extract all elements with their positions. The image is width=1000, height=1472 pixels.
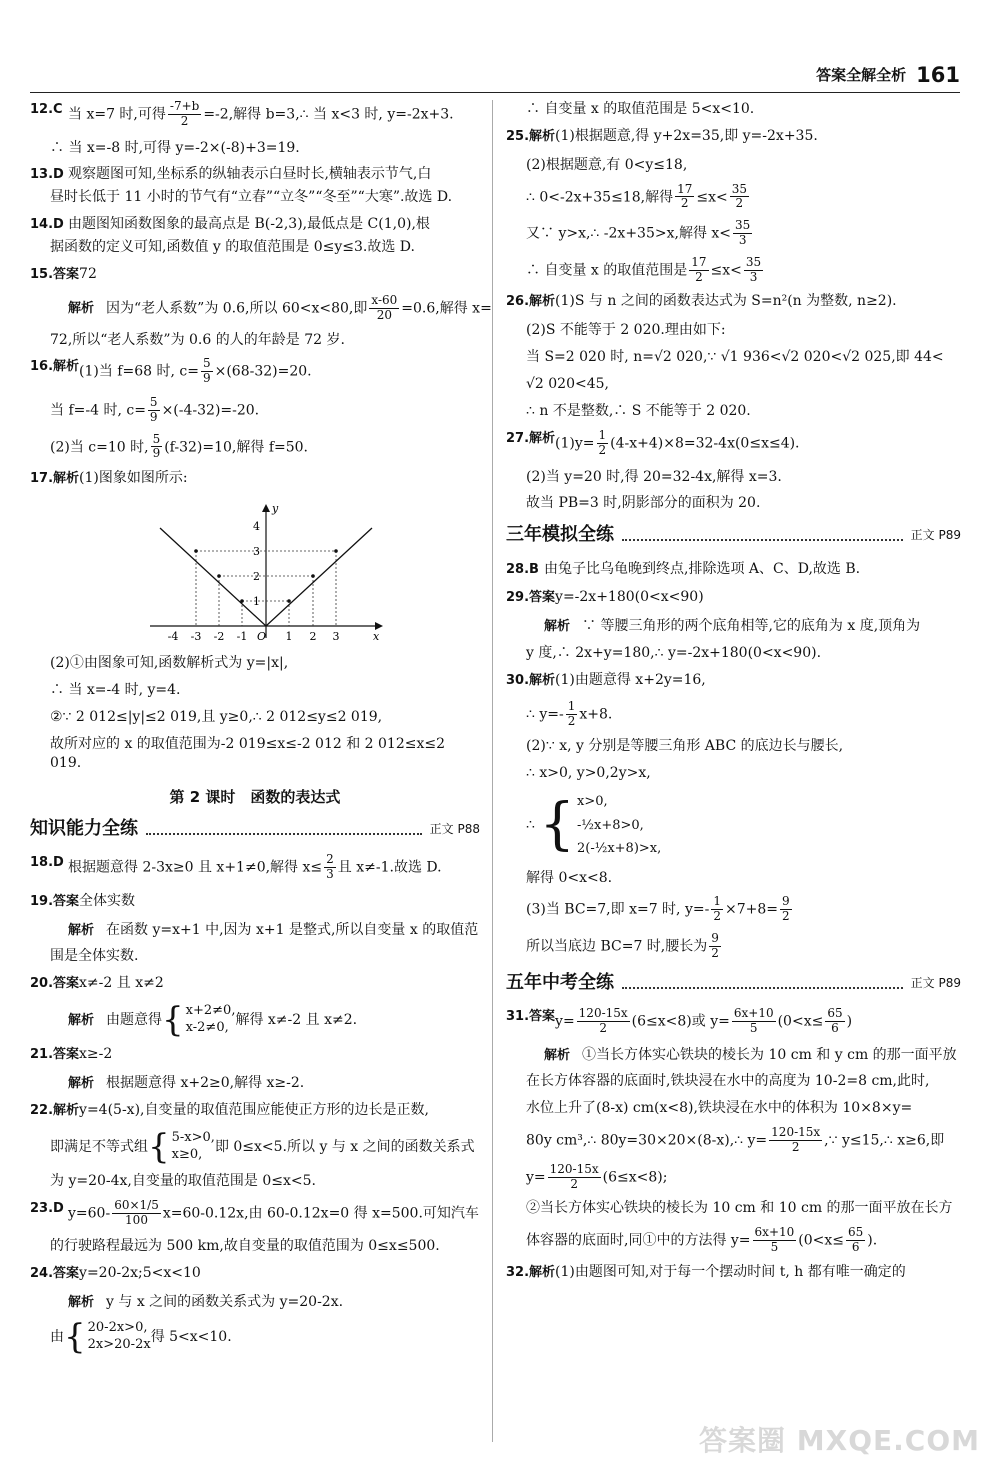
question-13 xyxy=(30,165,480,184)
text: ×(-4-32)=-20. xyxy=(161,402,260,419)
inequality-system: { 20-2x>0, 2x>20-2x xyxy=(64,1317,151,1358)
text-line: y=4(5-x),自变量的取值范围应能使正方形的边长是正数, xyxy=(79,1102,429,1119)
section-heading-text: 五年中考全练 xyxy=(506,971,614,993)
text: (6≤x<8)或 y= xyxy=(631,1013,730,1030)
fraction xyxy=(744,256,763,285)
question-number: 28.B xyxy=(506,561,539,577)
numerator: 1 xyxy=(713,894,721,909)
system-row: x+2≠0, xyxy=(185,1003,236,1019)
text-line xyxy=(30,1317,480,1358)
x-tick-label: -3 xyxy=(190,630,202,644)
column-divider xyxy=(492,100,493,1442)
text: ). xyxy=(867,1232,878,1249)
analysis-line xyxy=(506,1046,961,1065)
section-heading xyxy=(506,971,961,995)
text-line: (1)由题意得 x+2y=16, xyxy=(555,672,706,689)
x-tick-label: 1 xyxy=(285,630,293,644)
question-number: 15.答案 xyxy=(30,267,80,283)
fraction xyxy=(711,895,723,924)
denominator: 5 xyxy=(749,1020,758,1035)
text: 所以当底边 BC=7 时,腰长为 xyxy=(526,938,708,955)
text-line: 昼时长低于 11 小时的节气有“立春”“立冬”“冬至”“大寒”.故选 D. xyxy=(50,189,453,206)
text-line: ∴ n 不是整数,∴ S 不能等于 2 020. xyxy=(526,403,751,420)
text-line xyxy=(30,396,480,425)
numerator: 35 xyxy=(731,181,747,196)
text-line: 故所对应的 x 的取值范围为-2 019≤x≤-2 012 和 2 012≤x≤2 019. xyxy=(50,735,446,771)
text: 且 x≠-1.故选 D. xyxy=(337,859,442,876)
text: 80y cm³,∴ 80y=30×20×(8-x),∴ y= xyxy=(526,1132,768,1149)
fraction xyxy=(112,1199,161,1228)
question-number: 13.D xyxy=(30,167,64,183)
text: y= xyxy=(526,1169,546,1186)
text: 由 xyxy=(50,1329,64,1346)
numerator: 65 xyxy=(827,1005,843,1020)
question-20 xyxy=(30,974,480,993)
text: (4-x+4)×8=32-4x(0≤x≤4). xyxy=(610,435,800,452)
question-number: 14.D xyxy=(30,217,64,233)
text-line: √2 020<45, xyxy=(526,376,609,393)
analysis-tag: 解析 xyxy=(544,1047,571,1063)
text: ,∵ y≤15,∴ x≥6,即 xyxy=(824,1132,945,1149)
equation-system: { x+2≠0, x-2≠0, xyxy=(162,1000,236,1041)
denominator: 6 xyxy=(831,1020,839,1035)
text-line: 水位上升了(8-x) cm(x<8),铁块浸在水中的体积为 10×8×y= xyxy=(526,1100,913,1117)
text-line: (1)由题图可知,对于每一个摆动时间 t, h 都有唯一确定的 xyxy=(555,1263,906,1280)
text: ×7+8= xyxy=(724,901,778,918)
denominator: 2 xyxy=(695,269,703,284)
answer: 72 xyxy=(79,266,97,283)
text-line: ∴ { x>0, -½x+8>0, 2(-½x+8)>x, xyxy=(506,790,961,860)
text-line: 当 S=2 020 时, n=√2 020,∵ √1 936<√2 020<√2 025,即 44< xyxy=(526,349,944,366)
numerator: 35 xyxy=(745,254,762,269)
text-line: (2)当 y=20 时,得 20=32-4x,解得 x=3. xyxy=(526,468,782,485)
numerator: x-60 xyxy=(371,292,398,307)
text-line: ∴ 当 x=-4 时, y=4. xyxy=(50,681,181,698)
question-number: 25.解析 xyxy=(506,128,556,144)
text: 当 f=-4 时, c= xyxy=(50,402,146,419)
denominator: 20 xyxy=(376,307,392,322)
numerator: 120-15x xyxy=(771,1125,821,1140)
question-number: 16.解析 xyxy=(30,359,80,375)
denominator: 5 xyxy=(770,1240,779,1255)
question-number: 23.D xyxy=(30,1200,64,1216)
question-18 xyxy=(30,853,480,882)
question-number: 21.答案 xyxy=(30,1047,80,1063)
page-reference: 正文 P89 xyxy=(910,528,961,543)
question-number: 18.D xyxy=(30,855,64,871)
y-tick-label: 4 xyxy=(253,520,260,534)
fraction xyxy=(709,932,721,961)
fraction xyxy=(597,429,609,458)
question-number: 17.解析 xyxy=(30,471,80,487)
question-29 xyxy=(506,588,961,607)
right-column xyxy=(506,100,961,1292)
text-line xyxy=(506,219,961,248)
page-number: 161 xyxy=(916,62,960,87)
denominator: 9 xyxy=(152,446,161,461)
text-line xyxy=(506,256,961,285)
numerator: 5 xyxy=(202,356,211,371)
text-line: (2)S 不能等于 2 020.理由如下: xyxy=(526,322,726,339)
question-31 xyxy=(506,1007,961,1036)
denominator: 2 xyxy=(713,909,721,924)
text-line: (2)∵ x, y 分别是等腰三角形 ABC 的底边长与腰长, xyxy=(526,737,844,754)
question-26 xyxy=(506,292,961,311)
dotted-leader xyxy=(622,977,903,989)
dotted-leader xyxy=(622,529,903,541)
text: 解得 x≠-2 且 x≠2. xyxy=(235,1012,358,1029)
dotted-leader xyxy=(146,823,422,835)
fraction xyxy=(769,1126,822,1155)
numerator: 9 xyxy=(782,894,790,909)
numerator: 2 xyxy=(326,852,334,867)
fraction xyxy=(689,256,708,285)
text-line xyxy=(506,183,961,212)
text-line: ②当长方体实心铁块的棱长为 10 cm 和 10 cm 的那一面平放在长方 xyxy=(526,1200,953,1217)
question-24 xyxy=(30,1264,480,1283)
fraction xyxy=(201,357,213,386)
question-number: 27.解析 xyxy=(506,430,556,446)
text-line: 观察题图可知,坐标系的纵轴表示白昼时长,横轴表示节气,白 xyxy=(68,166,432,183)
text: ∵ 等腰三角形的两个底角相等,它的底角为 x 度,顶角为 xyxy=(582,618,921,635)
answer xyxy=(555,1007,961,1036)
numerator: 6x+10 xyxy=(733,1005,774,1020)
analysis-tag: 解析 xyxy=(68,301,95,317)
numerator: 17 xyxy=(677,181,693,196)
numerator: 120-15x xyxy=(549,1161,599,1176)
text-line: y 度,∴ 2x+y=180,∴ y=-2x+180(0<x<90). xyxy=(526,645,822,662)
x-axis-label: x xyxy=(373,630,380,644)
text-line: 在长方体容器的底面时,铁块浸在水中的高度为 10-2=8 cm,此时, xyxy=(526,1073,930,1090)
text: ≤x< xyxy=(710,262,742,279)
text: ①当长方体实心铁块的棱长为 10 cm 和 y cm 的那一面平放 xyxy=(582,1046,957,1063)
denominator: 2 xyxy=(599,1020,607,1035)
answer: x≥-2 xyxy=(79,1046,113,1063)
fraction xyxy=(846,1226,865,1255)
fraction xyxy=(324,853,336,882)
text-line xyxy=(506,932,961,961)
question-number: 19.答案 xyxy=(30,893,80,909)
denominator: 2 xyxy=(791,1140,800,1155)
text-line xyxy=(30,1126,480,1167)
analysis-line xyxy=(30,1293,480,1312)
fraction xyxy=(151,433,163,462)
question-16 xyxy=(30,357,480,386)
denominator: 3 xyxy=(738,233,747,248)
question-32 xyxy=(506,1263,961,1282)
question-number: 29.答案 xyxy=(506,590,556,606)
analysis-tag: 解析 xyxy=(544,619,571,635)
text-line: 故当 PB=3 时,阴影部分的面积为 20. xyxy=(526,495,761,512)
text-line: 为 y=20-4x,自变量的取值范围是 0≤x<5. xyxy=(50,1172,316,1189)
system-row: 5-x>0, xyxy=(171,1130,215,1146)
question-number: 31.答案 xyxy=(506,1008,556,1024)
text-line xyxy=(30,433,480,462)
text-line: ∴ 自变量 x 的取值范围是 5<x<10. xyxy=(526,101,755,117)
text: x+8. xyxy=(579,706,613,723)
fraction xyxy=(148,396,160,425)
text: ×(68-32)=20. xyxy=(214,363,312,380)
numerator: 9 xyxy=(711,931,719,946)
text-line xyxy=(506,1163,961,1192)
analysis-line xyxy=(30,1000,480,1041)
numerator: 65 xyxy=(848,1225,864,1240)
system-row: -½x+8>0, xyxy=(577,817,644,833)
text: =0.6,解得 x= xyxy=(401,300,492,317)
fraction xyxy=(733,219,752,248)
analysis-tag: 解析 xyxy=(68,922,95,938)
numerator: 17 xyxy=(691,254,707,269)
text: (2)当 c=10 时, xyxy=(50,438,149,455)
text-line: 的行驶路程最远为 500 km,故自变量的取值范围为 0≤x≤500. xyxy=(50,1238,440,1255)
abs-value-graph xyxy=(140,498,390,648)
page-reference: 正文 P89 xyxy=(910,975,961,990)
question-number: 30.解析 xyxy=(506,673,556,689)
inequality-system: { 5-x>0, x≥0, xyxy=(148,1126,215,1167)
text-line: ∴ x>0, y>0,2y>x, xyxy=(526,764,651,781)
text: (3)当 BC=7,即 x=7 时, y=- xyxy=(526,901,710,918)
x-tick-labels xyxy=(168,630,340,643)
numerator: 1 xyxy=(598,427,607,442)
fraction xyxy=(732,1007,776,1036)
numerator: 5 xyxy=(152,431,161,446)
system-row: x≥0, xyxy=(171,1146,203,1162)
denominator: 2 xyxy=(735,196,744,211)
page-reference: 正文 P88 xyxy=(429,821,480,836)
text-line: (2)根据题意,有 0<y≤18, xyxy=(526,156,688,173)
lesson-title: 第 2 课时 函数的表达式 xyxy=(169,787,341,806)
analysis-line xyxy=(506,617,961,636)
question-number: 32.解析 xyxy=(506,1264,556,1280)
question-number: 22.解析 xyxy=(30,1103,80,1119)
analysis-tag: 解析 xyxy=(68,1076,95,1092)
denominator: 2 xyxy=(567,713,576,728)
text: 即满足不等式组 xyxy=(50,1138,148,1155)
fraction xyxy=(369,294,399,323)
system-row: x-2≠0, xyxy=(185,1020,229,1036)
numerator: 120-15x xyxy=(578,1005,628,1020)
denominator: 2 xyxy=(180,113,189,128)
text-line xyxy=(506,700,961,729)
numerator: 5 xyxy=(149,395,158,410)
text-line xyxy=(506,1126,961,1155)
text: 根据题意得 2-3x≥0 且 x+1≠0,解得 x≤ xyxy=(68,859,323,876)
x-tick-label: -4 xyxy=(167,630,179,644)
analysis-tag: 解析 xyxy=(68,1295,95,1311)
text: 即 0≤x<5.所以 y 与 x 之间的函数关系式 xyxy=(214,1138,475,1155)
system-row: 2x>20-2x xyxy=(87,1337,151,1353)
text-line xyxy=(506,895,961,924)
denominator: 6 xyxy=(851,1240,860,1255)
x-tick-label: -2 xyxy=(213,630,225,644)
denominator: 9 xyxy=(202,371,211,386)
denominator: 2 xyxy=(570,1176,578,1191)
denominator: 2 xyxy=(680,196,689,211)
y-axis xyxy=(262,504,270,638)
answer: y=-2x+180(0<x<90) xyxy=(555,589,704,606)
text: 当 x=7 时,可得 xyxy=(68,106,166,123)
page-header xyxy=(816,62,960,88)
system-row: 2(-½x+8)>x, xyxy=(577,841,662,857)
text: ≤x< xyxy=(696,188,728,205)
question-number: 20.答案 xyxy=(30,976,80,992)
y-tick-label: 3 xyxy=(253,545,260,559)
section-heading xyxy=(30,817,480,841)
denominator: 100 xyxy=(125,1212,148,1227)
text: (6≤x<8); xyxy=(602,1169,668,1186)
text-line xyxy=(506,1226,961,1255)
text: ∴ 自变量 x 的取值范围是 xyxy=(526,262,688,279)
question-28 xyxy=(506,560,961,579)
fraction xyxy=(730,183,749,212)
text-line: 解得 0<x<8. xyxy=(526,869,613,886)
text-line: (1)S 与 n 之间的函数表达式为 S=n²(n 为整数, n≥2). xyxy=(555,293,897,310)
text-line: (1)图象如图所示: xyxy=(79,470,188,487)
text-line: (2)①由图象可知,函数解析式为 y=|x|, xyxy=(50,655,289,672)
text: (0<x≤ xyxy=(777,1013,824,1030)
numerator: 60×1/5 xyxy=(114,1197,159,1212)
question-30 xyxy=(506,671,961,690)
text: (1)y= xyxy=(555,435,595,452)
denominator: 2 xyxy=(782,909,790,924)
section-title: 答案全解全析 xyxy=(816,65,907,84)
text-line: 由兔子比乌龟晚到终点,排除选项 A、C、D,故选 B. xyxy=(544,560,861,577)
numerator: 1 xyxy=(567,699,576,714)
text: y=60- xyxy=(68,1205,111,1222)
question-15 xyxy=(30,265,480,284)
fraction xyxy=(548,1163,601,1192)
text: (1)当 f=68 时, c= xyxy=(79,363,199,380)
question-17 xyxy=(30,469,480,488)
analysis-tag: 解析 xyxy=(68,1013,95,1029)
fraction xyxy=(566,700,578,729)
text: 因为“老人系数”为 0.6,所以 60<x<80,即 xyxy=(106,300,368,317)
denominator: 2 xyxy=(711,945,719,960)
text: (f-32)=10,解得 f=50. xyxy=(164,438,308,455)
denominator: 2 xyxy=(598,442,607,457)
analysis-line xyxy=(30,1074,480,1093)
y-tick-label: 1 xyxy=(253,595,260,609)
text-line: 围是全体实数. xyxy=(50,948,139,965)
fraction xyxy=(168,100,201,129)
fraction xyxy=(780,895,792,924)
denominator: 3 xyxy=(749,269,758,284)
inequality-system: { x>0, -½x+8>0, 2(-½x+8)>x, xyxy=(539,790,661,860)
x-tick-label: 2 xyxy=(309,630,317,644)
left-column xyxy=(30,99,492,1362)
text: 体容器的底面时,同①中的方法得 y= xyxy=(526,1232,751,1249)
question-22 xyxy=(30,1101,480,1120)
text: x=60-0.12x,由 60-0.12x=0 得 x=500.可知汽车 xyxy=(162,1205,479,1222)
fraction xyxy=(675,183,694,212)
text: 得 5<x<10. xyxy=(150,1329,232,1346)
header-rule xyxy=(30,92,960,93)
question-23 xyxy=(30,1199,480,1228)
system-row: 20-2x>0, xyxy=(87,1320,148,1336)
text: (0<x≤ xyxy=(798,1232,845,1249)
denominator: 3 xyxy=(326,866,334,881)
fraction xyxy=(577,1007,630,1036)
text: 根据题意得 x+2≥0,解得 x≥-2. xyxy=(106,1075,305,1092)
question-14 xyxy=(30,215,480,234)
fraction xyxy=(825,1007,844,1036)
answer: y=20-2x;5<x<10 xyxy=(79,1265,201,1282)
section-heading xyxy=(506,523,961,547)
question-number: 12.C xyxy=(30,102,63,117)
x-tick-label: -1 xyxy=(236,630,248,644)
section-heading-text: 知识能力全练 xyxy=(30,817,138,839)
text: 在函数 y=x+1 中,因为 x+1 是整式,所以自变量 x 的取值范 xyxy=(106,921,479,938)
watermark: 答案圈 MXQE.COM xyxy=(699,1424,980,1458)
analysis-line xyxy=(30,292,492,323)
text-line: (1)根据题意,得 y+2x=35,即 y=-2x+35. xyxy=(555,127,818,144)
text-line: 据函数的定义可知,函数值 y 的取值范围是 0≤y≤3.故选 D. xyxy=(50,239,415,256)
answer: 全体实数 xyxy=(79,892,136,909)
question-21 xyxy=(30,1045,480,1064)
text-line: ②∵ 2 012≤|y|≤2 019,且 y≥0,∴ 2 012≤y≤2 019, xyxy=(50,708,383,725)
text: y 与 x 之间的函数关系式为 y=20-2x. xyxy=(106,1294,344,1311)
y-tick-labels xyxy=(253,520,260,608)
text: ) xyxy=(846,1013,853,1030)
section-heading-text: 三年模拟全练 xyxy=(506,524,614,546)
y-tick-label: 2 xyxy=(253,570,260,584)
question-19 xyxy=(30,892,480,911)
question-27 xyxy=(506,429,961,458)
analysis-line xyxy=(30,921,480,940)
numerator: 6x+10 xyxy=(754,1225,795,1240)
text: =-2,解得 b=3,∴ 当 x<3 时, y=-2x+3. xyxy=(203,106,454,123)
answer: x≠-2 且 x≠2 xyxy=(79,975,164,992)
text: ∴ y=- xyxy=(526,706,564,723)
question-12 xyxy=(30,100,480,129)
text-line: 由题图知函数图象的最高点是 B(-2,3),最低点是 C(1,0),根 xyxy=(68,216,430,233)
text-line: ∴ 当 x=-8 时,可得 y=-2×(-8)+3=19. xyxy=(50,139,300,156)
text: ∴ 0<-2x+35≤18,解得 xyxy=(526,188,674,205)
text: y= xyxy=(555,1013,575,1030)
question-25 xyxy=(506,127,961,146)
fraction xyxy=(753,1226,797,1255)
text: 又∵ y>x,∴ -2x+35>x,解得 x< xyxy=(526,225,732,242)
numerator: -7+b xyxy=(169,99,200,113)
numerator: 35 xyxy=(735,218,751,233)
text: 由题意得 xyxy=(106,1012,163,1029)
text-line: 72,所以“老人系数”为 0.6 的人的年龄是 72 岁. xyxy=(50,331,345,348)
question-number: 24.答案 xyxy=(30,1266,80,1282)
question-number: 26.解析 xyxy=(506,294,556,310)
x-tick-label: 3 xyxy=(332,630,340,644)
system-row: x>0, xyxy=(577,794,608,810)
y-axis-label: y xyxy=(272,502,279,516)
denominator: 9 xyxy=(149,409,158,424)
origin-label: O xyxy=(257,630,267,644)
